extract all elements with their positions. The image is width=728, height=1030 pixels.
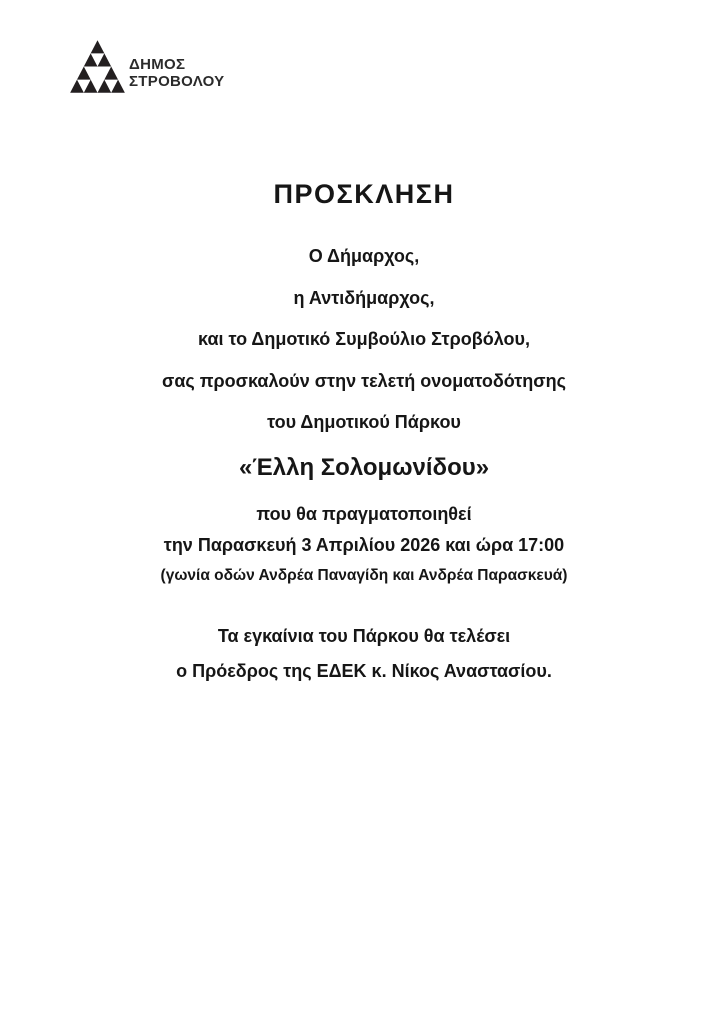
event-date-time: την Παρασκευή 3 Απριλίου 2026 και ώρα 17:00 bbox=[163, 535, 565, 555]
municipality-logo bbox=[69, 39, 225, 94]
location-note: (γωνία οδών Ανδρέα Παναγίδη και Ανδρέα Παρασκευά) bbox=[160, 566, 568, 584]
event-line-intro: που θα πραγματοποιηθεί bbox=[256, 504, 472, 524]
host-line-deputy-mayor: η Αντιδήμαρχος, bbox=[293, 288, 435, 308]
invitation-title: ΠΡΟΣΚΛΗΣΗ bbox=[273, 179, 455, 210]
host-line-council: και το Δημοτικό Συμβούλιο Στροβόλου, bbox=[198, 329, 530, 349]
municipality-name bbox=[129, 57, 225, 94]
municipality-name-line1: ΔΗΜΟΣ bbox=[129, 56, 186, 74]
municipality-name-line2: ΣΤΡΟΒΟΛΟΥ bbox=[129, 73, 225, 91]
footer-line-inauguration: Τα εγκαίνια του Πάρκου θα τελέσει bbox=[217, 626, 511, 646]
invite-line-park: του Δημοτικού Πάρκου bbox=[267, 412, 461, 432]
host-line-mayor: Ο Δήμαρχος, bbox=[308, 246, 420, 266]
strovolos-triangle-icon bbox=[69, 39, 126, 94]
footer-line-president: ο Πρόεδρος της ΕΔΕΚ κ. Νίκος Αναστασίου. bbox=[176, 661, 552, 681]
invite-line-ceremony: σας προσκαλούν στην τελετή ονοματοδότησης bbox=[162, 371, 566, 391]
park-name: «Έλλη Σολομωνίδου» bbox=[238, 454, 490, 481]
